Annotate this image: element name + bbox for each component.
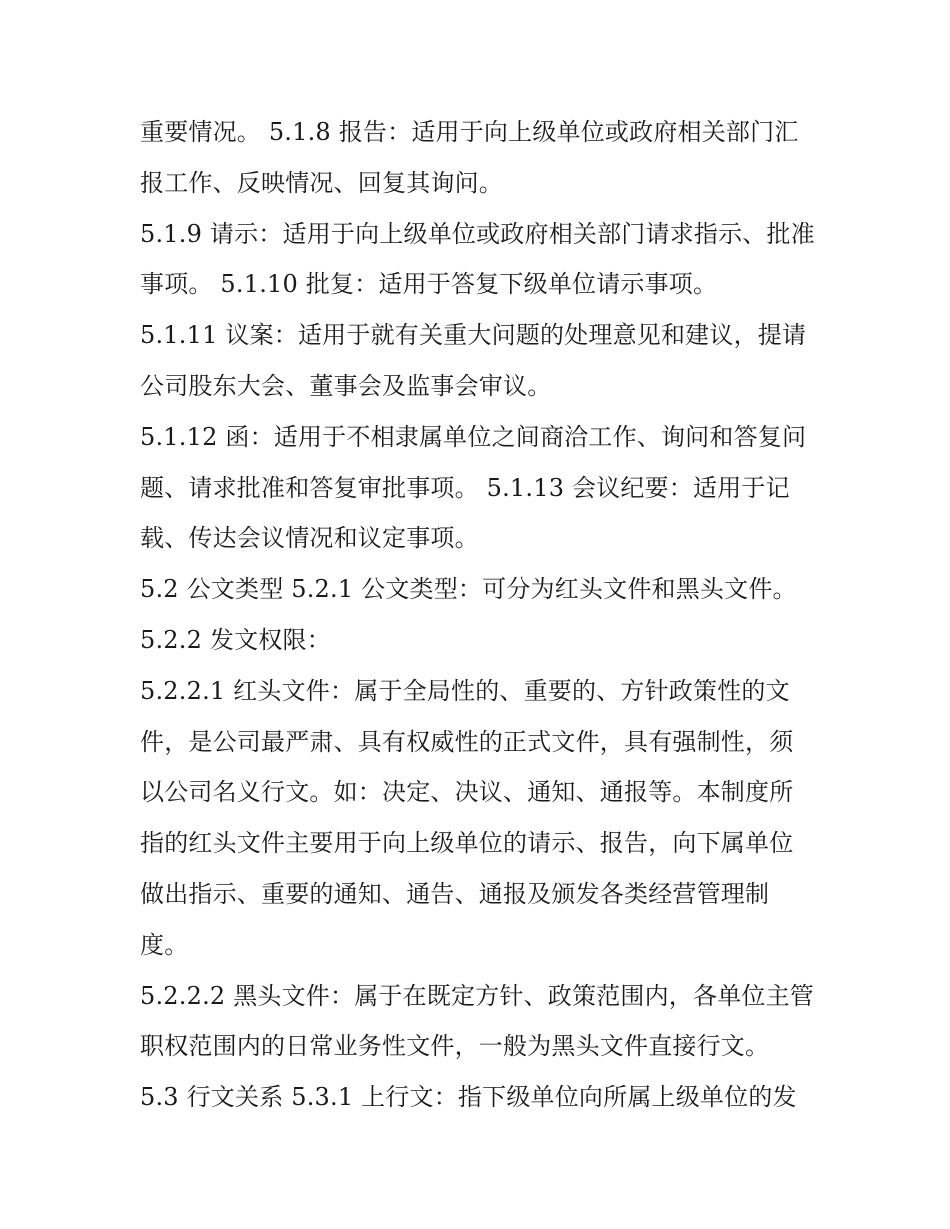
text-line: 以公司名义行文。如：决定、决议、通知、通报等。本制度所 bbox=[140, 778, 794, 807]
text-line: 做出指示、重要的通知、通告、通报及颁发各类经营管理制 bbox=[140, 879, 770, 908]
text-line: 载、传达会议情况和议定事项。 bbox=[140, 524, 479, 553]
text-line: 公司股东大会、董事会及监事会审议。 bbox=[140, 371, 552, 400]
text-line: 5.2.2.1 红头文件：属于全局性的、重要的、方针政策性的文 bbox=[140, 676, 790, 705]
text-line: 度。 bbox=[140, 930, 189, 959]
text-line: 重要情况。 5.1.8 报告：适用于向上级单位或政府相关部门汇 bbox=[140, 118, 799, 146]
text-line: 题、请求批准和答复审批事项。 5.1.13 会议纪要：适用于记 bbox=[140, 473, 790, 502]
text-line: 指的红头文件主要用于向上级单位的请示、报告，向下属单位 bbox=[140, 829, 794, 858]
text-line: 5.3 行文关系 5.3.1 上行文：指下级单位向所属上级单位的发 bbox=[140, 1083, 797, 1112]
text-line: 职权范围内的日常业务性文件，一般为黑头文件直接行文。 bbox=[140, 1032, 770, 1061]
text-line: 5.2.2.2 黑头文件：属于在既定方针、政策范围内，各单位主管 bbox=[140, 981, 814, 1010]
text-line: 5.1.11 议案：适用于就有关重大问题的处理意见和建议，提请 bbox=[140, 321, 807, 350]
text-line: 件，是公司最严肃、具有权威性的正式文件，具有强制性，须 bbox=[140, 727, 794, 756]
text-line: 5.1.12 函：适用于不相隶属单位之间商洽工作、询问和答复问 bbox=[140, 422, 807, 451]
text-line: 5.2.2 发文权限： bbox=[140, 625, 331, 654]
text-line: 报工作、反映情况、回复其询问。 bbox=[140, 168, 503, 197]
document-body bbox=[140, 107, 820, 1123]
text-line: 5.2 公文类型 5.2.1 公文类型：可分为红头文件和黑头文件。 bbox=[140, 575, 797, 604]
text-line: 5.1.9 请示：适用于向上级单位或政府相关部门请求指示、批准 bbox=[140, 219, 815, 248]
text-line: 事项。 5.1.10 批复：适用于答复下级单位请示事项。 bbox=[140, 270, 718, 299]
